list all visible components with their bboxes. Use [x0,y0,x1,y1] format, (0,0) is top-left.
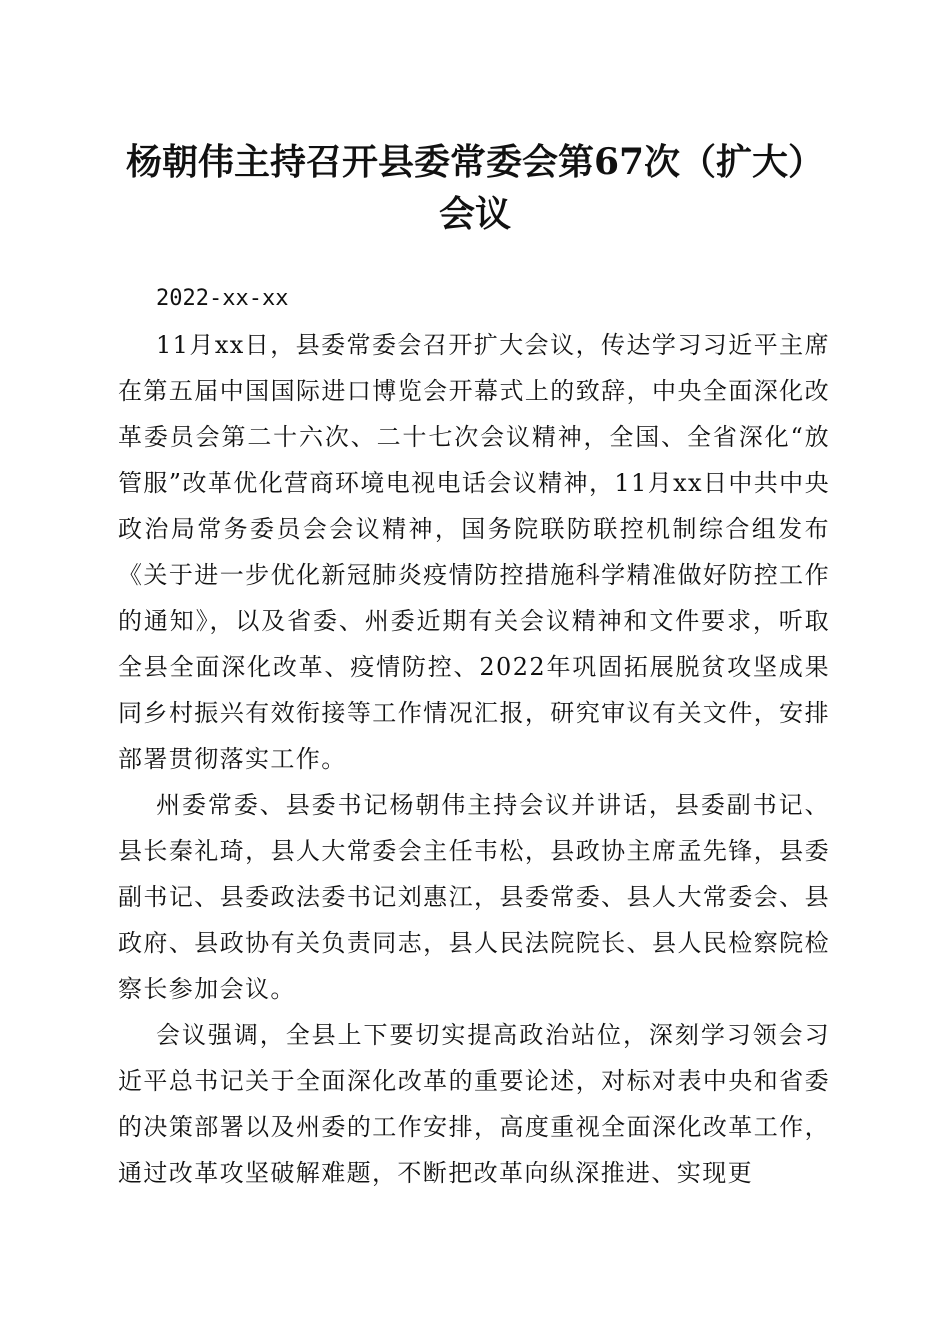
paragraph-1: 11月xx日，县委常委会召开扩大会议，传达学习习近平主席在第五届中国国际进口博览会开幕式上的致辞，中央全面深化改革委员会第二十六次、二十七次会议精神，全国、全省深化“放管服”改革优化营商环境电视电话会议精神，11月xx日中共中央政治局常务委员会会议精神，国务院联防联控机制综合组发布《关于进一步优化新冠肺炎疫情防控措施科学精准做好防控工作的通知》，以及省委、州委近期有关会议精神和文件要求，听取全县全面深化改革、疫情防控、2022年巩固拓展脱贫攻坚成果同乡村振兴有效衔接等工作情况汇报，研究审议有关文件，安排部署贯彻落实工作。 [118,331,830,773]
document-date: 2022-xx-xx [156,286,289,311]
document-body [118,276,830,1196]
paragraph-2: 州委常委、县委书记杨朝伟主持会议并讲话，县委副书记、县长秦礼琦，县人大常委会主任韦松，县政协主席孟先锋，县委副书记、县委政法委书记刘惠江，县委常委、县人大常委会、县政府、县政协有关负责同志，县人民法院院长、县人民检察院检察长参加会议。 [118,791,830,1003]
document-title-line-2: 会议 [438,193,511,235]
document-title-line-1: 杨朝伟主持召开县委常委会第67次（扩大） [125,141,825,183]
document-title [100,136,850,240]
paragraph-3: 会议强调，全县上下要切实提高政治站位，深刻学习领会习近平总书记关于全面深化改革的重要论述，对标对表中央和省委的决策部署以及州委的工作安排，高度重视全面深化改革工作，通过改革攻坚破解难题，不断把改革向纵深推进、实现更 [118,1021,830,1187]
